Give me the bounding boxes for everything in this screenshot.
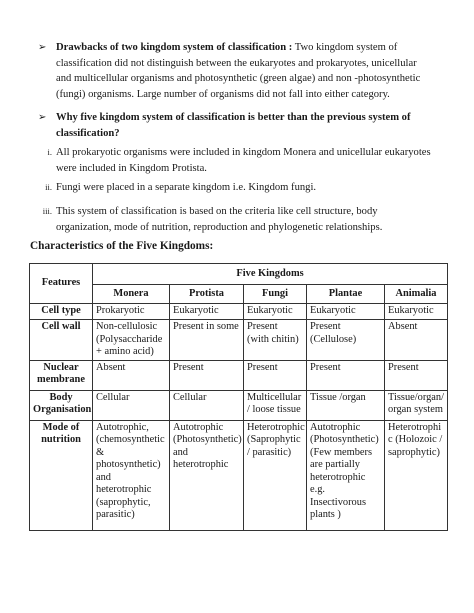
kingdom-names-row <box>30 285 448 304</box>
table-row-cell-type <box>30 304 448 320</box>
column-header-fungi: Fungi <box>244 285 307 304</box>
row-header: Body Organisation <box>30 390 93 420</box>
features-header: Features <box>30 264 93 304</box>
table-cell: Multicellular / loose tissue <box>244 390 307 420</box>
row-header: Nuclear membrane <box>30 360 93 390</box>
point-number: i. <box>47 147 52 157</box>
point-number: ii. <box>45 182 52 192</box>
table-row-cell-wall <box>30 320 448 361</box>
table-cell: Eukaryotic <box>244 304 307 320</box>
table-cell: Autotrophic, (chemosynthetic & photosynthetic) and heterotrophic (saprophytic, parasitic) <box>93 420 170 530</box>
bullet-title: Why five kingdom system of classification is better than the previous system of classification? <box>56 112 411 139</box>
point-number: iii. <box>42 206 52 216</box>
section-title: Characteristics of the Five Kingdoms: <box>30 240 214 252</box>
point-i <box>38 145 433 176</box>
table-cell: Heterotrophic (Saprophytic / parasitic) <box>244 420 307 530</box>
bullet-title: Drawbacks of two kingdom system of classification : <box>56 42 293 53</box>
table-cell: Present <box>307 360 385 390</box>
five-kingdoms-table <box>29 263 448 531</box>
column-header-protista: Protista <box>170 285 244 304</box>
table-cell: Autotrophic (Photosynthetic) (Few members are partially heterotrophic e.g. Insectivorous plants ) <box>307 420 385 530</box>
row-header: Cell type <box>30 304 93 320</box>
point-text: Fungi were placed in a separate kingdom i.e. Kingdom fungi. <box>56 182 317 193</box>
table-cell: Autotrophic (Photosynthetic) and heterotrophic <box>170 420 244 530</box>
column-header-monera: Monera <box>93 285 170 304</box>
table-cell: Present (with chitin) <box>244 320 307 361</box>
point-iii <box>38 204 433 235</box>
arrow-bullet-icon: ➢ <box>38 112 47 123</box>
table-cell: Eukaryotic <box>385 304 448 320</box>
point-text: All prokaryotic organisms were included in kingdom Monera and unicellular eukaryotes were included in Kingdom Protista. <box>56 147 431 174</box>
table-row-mode-of-nutrition <box>30 420 448 530</box>
bullet-drawbacks <box>38 40 433 102</box>
table-header-row <box>30 264 448 285</box>
table-cell: Eukaryotic <box>307 304 385 320</box>
table-cell: Present <box>244 360 307 390</box>
bullet-text: Two kingdom system of classification did not distinguish between the eukaryotes and prokaryotes, unicellular and multicellular organisms and photosynthetic (green algae) and non -photosynthetic (fungi) organisms. Large number of organisms did not fall into either category. <box>56 42 421 100</box>
table-row-body-organisation <box>30 390 448 420</box>
table-cell: Tissue/organ/ organ system <box>385 390 448 420</box>
table-cell: Tissue /organ <box>307 390 385 420</box>
table-cell: Absent <box>385 320 448 361</box>
row-header: Mode of nutrition <box>30 420 93 530</box>
table-cell: Non-cellulosic (Polysaccharide + amino acid) <box>93 320 170 361</box>
arrow-bullet-icon: ➢ <box>38 42 47 53</box>
column-header-plantae: Plantae <box>307 285 385 304</box>
point-text: This system of classification is based on the criteria like cell structure, body organization, mode of nutrition, reproduction and phylogenetic relationships. <box>56 206 383 233</box>
row-header: Cell wall <box>30 320 93 361</box>
table-cell: Eukaryotic <box>170 304 244 320</box>
table-cell: Present <box>385 360 448 390</box>
table-cell: Present in some <box>170 320 244 361</box>
table-cell: Absent <box>93 360 170 390</box>
table-cell: Cellular <box>93 390 170 420</box>
five-kingdoms-header: Five Kingdoms <box>93 264 448 285</box>
table-cell: Present (Cellulose) <box>307 320 385 361</box>
point-ii <box>38 180 433 196</box>
column-header-animalia: Animalia <box>385 285 448 304</box>
bullet-why-five-kingdom <box>38 110 433 141</box>
table-row-nuclear-membrane <box>30 360 448 390</box>
table-cell: Cellular <box>170 390 244 420</box>
table-cell: Present <box>170 360 244 390</box>
table-cell: Prokaryotic <box>93 304 170 320</box>
table-cell: Heterotrophi c (Holozoic / saprophytic) <box>385 420 448 530</box>
